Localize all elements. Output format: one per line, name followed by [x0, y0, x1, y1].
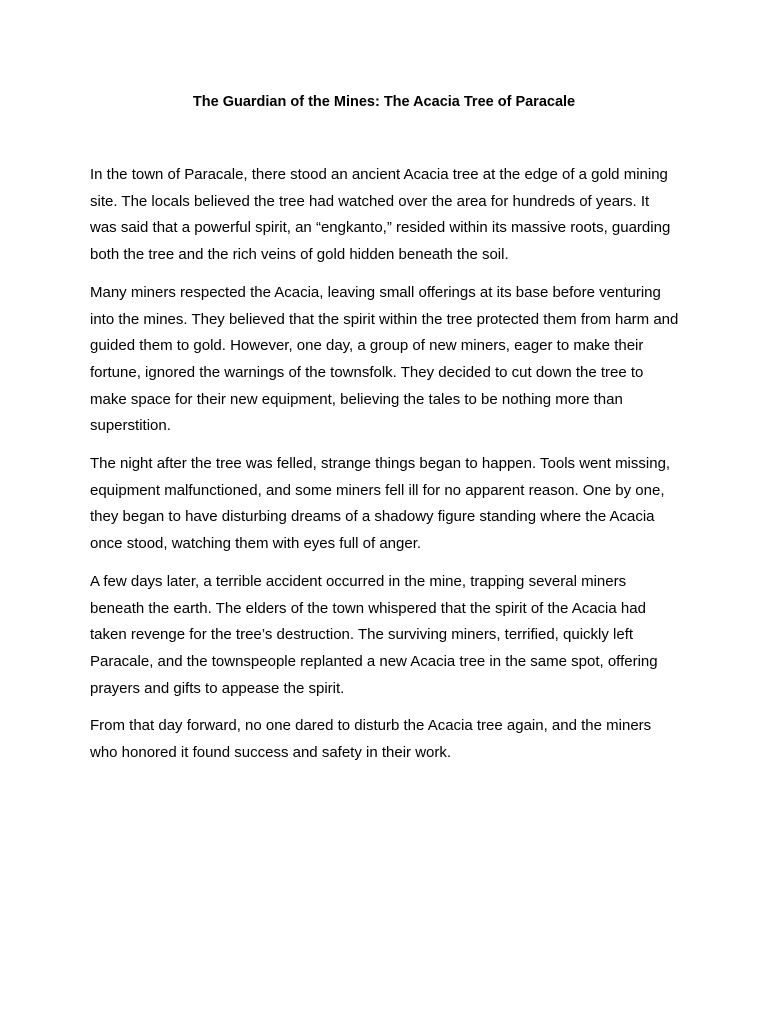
paragraph-1: In the town of Paracale, there stood an ancient Acacia tree at the edge of a gold mining site. The locals believed the tree had watched over the area for hundreds of years. It was said that a powerful spirit, an “engkanto,” resided within its massive roots, guarding both the tree and the rich veins of gold hidden beneath the soil. — [90, 166, 671, 264]
paragraph-5: From that day forward, no one dared to disturb the Acacia tree again, and the miners who honored it found success and safety in their work. — [90, 717, 652, 762]
paragraph-2: Many miners respected the Acacia, leaving small offerings at its base before venturing into the mines. They believed that the spirit within the tree protected them from harm and guided them to gold. However, one day, a group of new miners, eager to make their fortune, ignored the warnings of the townsfolk. They decided to cut down the tree to make space for their new equipment, believing the tales to be nothing more than superstition. — [90, 283, 679, 435]
paragraph-3: The night after the tree was felled, strange things began to happen. Tools went missing, equipment malfunctioned, and some miners fell ill for no apparent reason. One by one, they began to have disturbing dreams of a shadowy figure standing where the Acacia once stood, watching them with eyes full of anger. — [90, 455, 671, 553]
paragraph-4: A few days later, a terrible accident occurred in the mine, trapping several miners beneath the earth. The elders of the town whispered that the spirit of the Acacia had taken revenge for the tree’s destruction. The surviving miners, terrified, quickly left Paracale, and the townspeople replanted a new Acacia tree in the same spot, offering prayers and gifts to appease the spirit. — [90, 572, 658, 697]
document-body — [90, 162, 680, 778]
document-title: The Guardian of the Mines: The Acacia Tree of Paracale — [192, 94, 576, 110]
